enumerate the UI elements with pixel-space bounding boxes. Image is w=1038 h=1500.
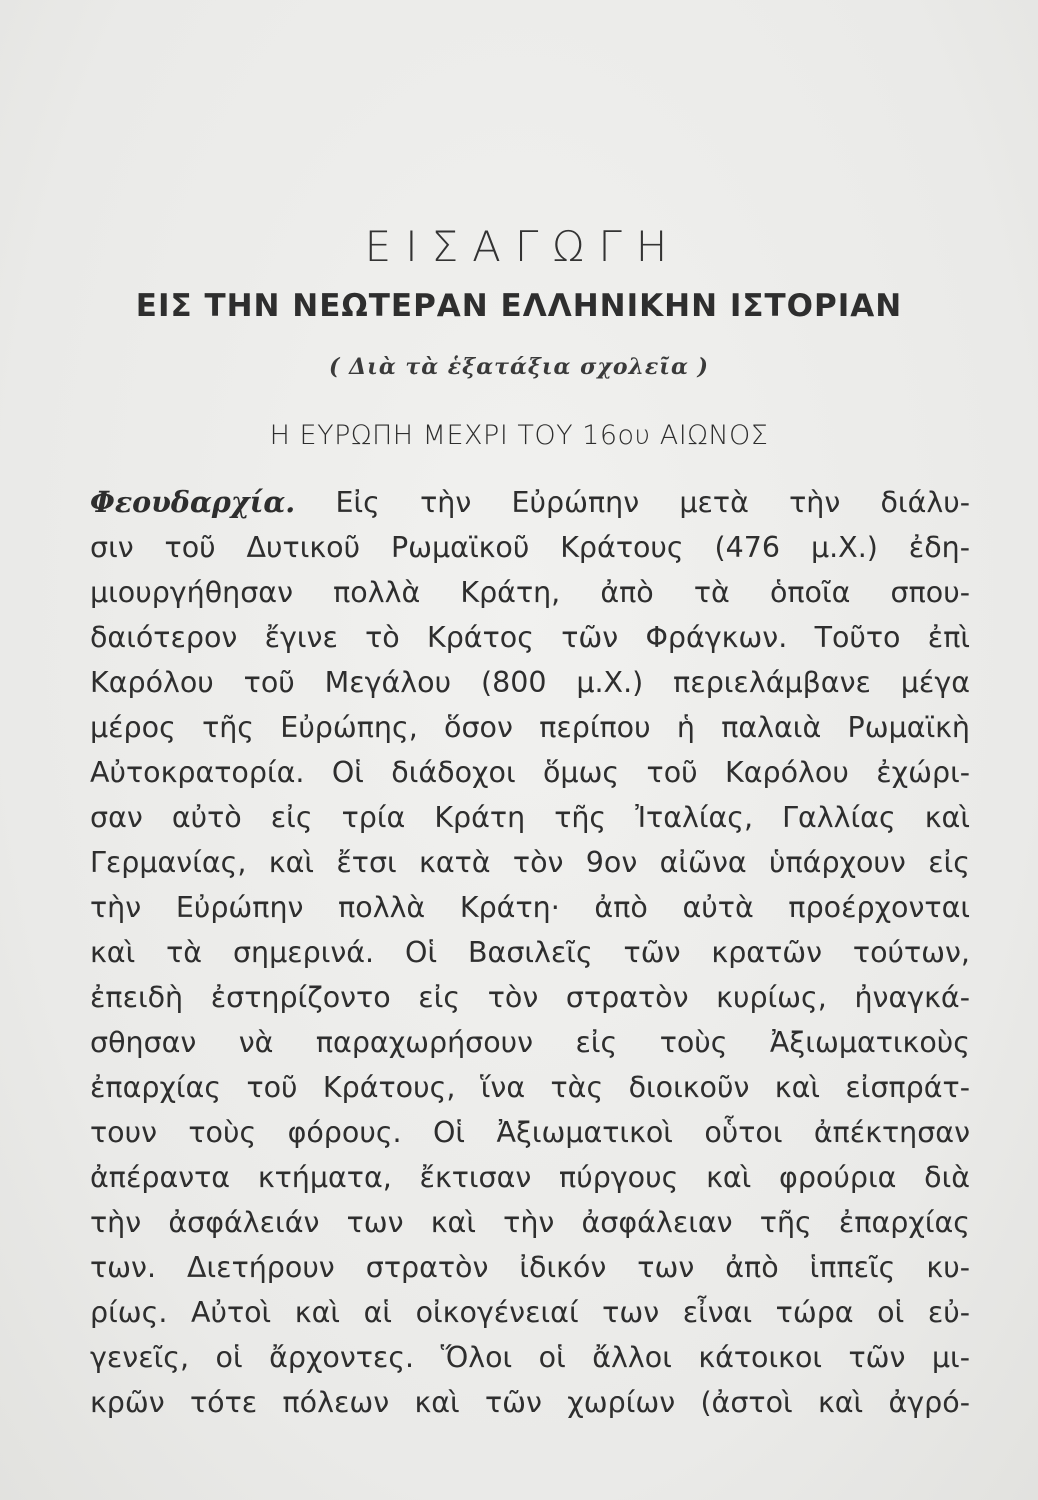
paragraph-lead-word: Φεουδαρχία. (90, 485, 296, 519)
audience-note: ( Διὰ τὰ ἑξατάξια σχολεῖα ) (329, 354, 709, 380)
page-subtitle: ΕΙΣ ΤΗΝ ΝΕΩΤΕΡΑΝ ΕΛΛΗΝΙΚΗΝ ΙΣΤΟΡΙΑΝ (135, 288, 903, 324)
body-paragraph (90, 480, 970, 1425)
paragraph-line: ἀπέραντα κτήματα, ἔκτισαν πύργους καὶ φρούρια διὰ (90, 1161, 970, 1194)
paragraph-line: τουν τοὺς φόρους. Οἱ Ἀξιωματικοὶ οὗτοι ἀπέκτησαν (90, 1116, 970, 1149)
paragraph-line: των. Διετήρουν στρατὸν ἰδικόν των ἀπὸ ἱππεῖς κυ- (90, 1251, 970, 1284)
paragraph-line: ρίως. Αὐτοὶ καὶ αἱ οἰκογένειαί των εἶναι τώρα οἱ εὐ- (90, 1296, 970, 1329)
paragraph-line-text: Εἰς τὴν Εὐρώπην μετὰ τὴν διάλυ- (335, 486, 971, 519)
page-title: ΕΙΣΑΓΩΓΗ (364, 222, 682, 271)
paragraph-line (90, 480, 970, 525)
section-heading: Η ΕΥΡΩΠΗ ΜΕΧΡΙ ΤΟΥ 16ου ΑΙΩΝΟΣ (269, 420, 769, 451)
paragraph-line: σιν τοῦ Δυτικοῦ Ρωμαϊκοῦ Κράτους (476 μ.Χ.) ἐδη- (90, 531, 970, 564)
paragraph-line: τὴν Εὐρώπην πολλὰ Κράτη· ἀπὸ αὐτὰ προέρχονται (90, 891, 970, 924)
paragraph-line: γενεῖς, οἱ ἄρχοντες. Ὅλοι οἱ ἄλλοι κάτοικοι τῶν μι- (90, 1341, 970, 1374)
paragraph-line: μέρος τῆς Εὐρώπης, ὅσον περίπου ἡ παλαιὰ Ρωμαϊκὴ (90, 711, 970, 744)
paragraph-line: μιουργήθησαν πολλὰ Κράτη, ἀπὸ τὰ ὁποῖα σπου- (90, 576, 970, 609)
paragraph-line: τὴν ἀσφάλειάν των καὶ τὴν ἀσφάλειαν τῆς ἐπαρχίας (90, 1206, 970, 1239)
paragraph-line: κρῶν τότε πόλεων καὶ τῶν χωρίων (ἀστοὶ καὶ ἀγρό- (90, 1386, 970, 1419)
paragraph-line: δαιότερον ἔγινε τὸ Κράτος τῶν Φράγκων. Τοῦτο ἐπὶ (90, 621, 970, 654)
paragraph-line: ἐπειδὴ ἐστηρίζοντο εἰς τὸν στρατὸν κυρίως, ἠναγκά- (90, 981, 970, 1014)
paragraph-line: Γερμανίας, καὶ ἔτσι κατὰ τὸν 9ον αἰῶνα ὑπάρχουν εἰς (90, 846, 970, 879)
paragraph-line: καὶ τὰ σημερινά. Οἱ Βασιλεῖς τῶν κρατῶν τούτων, (90, 936, 970, 969)
paragraph-line: Καρόλου τοῦ Μεγάλου (800 μ.Χ.) περιελάμβανε μέγα (90, 666, 970, 699)
paragraph-line: σθησαν νὰ παραχωρήσουν εἰς τοὺς Ἀξιωματικοὺς (90, 1026, 970, 1059)
paragraph-line: σαν αὐτὸ εἰς τρία Κράτη τῆς Ἰταλίας, Γαλλίας καὶ (90, 801, 970, 834)
paragraph-line: Αὐτοκρατορία. Οἱ διάδοχοι ὅμως τοῦ Καρόλου ἐχώρι- (90, 756, 970, 789)
paragraph-line: ἐπαρχίας τοῦ Κράτους, ἵνα τὰς διοικοῦν καὶ εἰσπράτ- (90, 1071, 970, 1104)
